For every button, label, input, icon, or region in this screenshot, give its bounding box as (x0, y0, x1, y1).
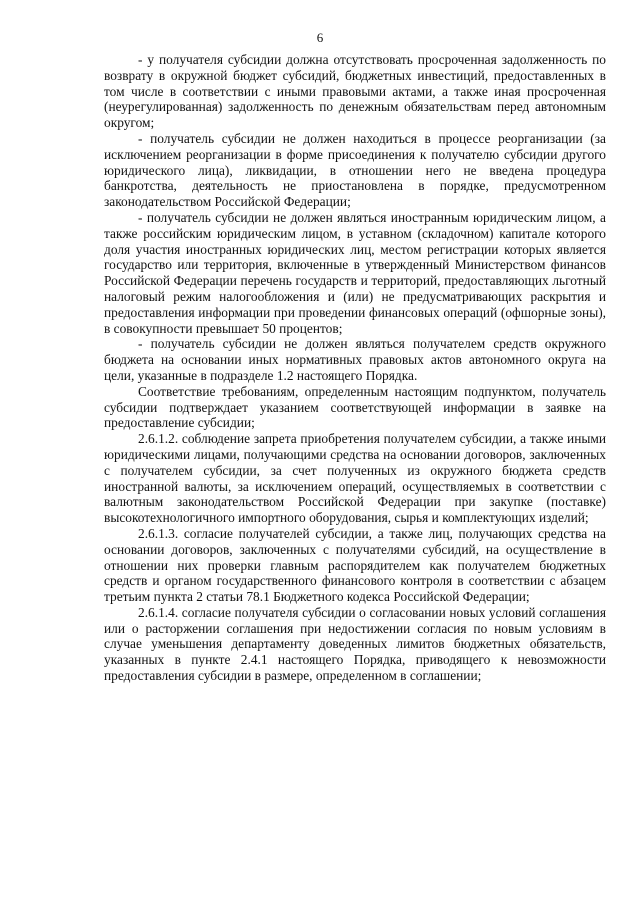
paragraph-2-6-1-2: 2.6.1.2. соблюдение запрета приобретения получателем субсидии, а также иными юридическими лицами, получающими средства на основании договоров, заключенных с получателем субсидии, за счет полученных из окружного бюджета средств иностранной валюты, за исключением операций, осуществляемых в соответствии с валютным законодательством Российской Федерации при закупке (поставке) высокотехнологичного импортного оборудования, сырья и комплектующих изделий; (104, 431, 606, 526)
paragraph-no-other-budget-funds: - получатель субсидии не должен являться получателем средств окружного бюджета на основании иных нормативных правовых актов автономного округа на цели, указанные в подразделе 1.2 настоящего Порядка. (104, 336, 606, 383)
paragraph-no-overdue-debt: - у получателя субсидии должна отсутствовать просроченная задолженность по возврату в окружной бюджет субсидий, бюджетных инвестиций, предоставленных в том числе в соответствии с иными правовыми актами, а также иная просроченная (неурегулированная) задолженность по денежным обязательствам перед автономным округом; (104, 52, 606, 131)
page-number: 6 (316, 30, 324, 45)
paragraph-2-6-1-4: 2.6.1.4. согласие получателя субсидии о согласовании новых условий соглашения или о расторжении соглашения при недостижении согласия по новым условиям в случае уменьшения департаменту доведенных лимитов бюджетных обязательств, указанных в пункте 2.4.1 настоящего Порядка, приводящего к невозможности предоставления субсидии в размере, определенном в соглашении; (104, 604, 606, 684)
paragraph-not-foreign-entity: - получатель субсидии не должен являться иностранным юридическим лицом, а также российским юридическим лицом, в уставном (складочном) капитале которого доля участия иностранных юридических лиц, местом регистрации которых является государство или территория, включенные в утвержденный Министерством финансов Российской Федерации перечень государств и территорий, предоставляющих льготный налоговый режим налогообложения и (или) не предусматривающих раскрытия и предоставления информации при проведении финансовых операций (офшорные зоны), в совокупности превышает 50 процентов; (104, 209, 606, 336)
paragraph-2-6-1-3: 2.6.1.3. согласие получателей субсидии, а также лиц, получающих средства на основании договоров, заключенных с получателями субсидий, на осуществление в отношении них проверки главным распорядителем как получателем бюджетных средств и органом государственного финансового контроля в соответствии с абзацем третьим пункта 2 статьи 78.1 Бюджетного кодекса Российской Федерации; (104, 525, 606, 605)
paragraph-compliance-confirmation: Соответствие требованиям, определенным настоящим подпунктом, получатель субсидии подтверждает указанием соответствующей информации в заявке на предоставление субсидии; (104, 383, 606, 431)
paragraph-no-reorganization: - получатель субсидии не должен находиться в процессе реорганизации (за исключением реорганизации в форме присоединения к получателю субсидии другого юридического лица), ликвидации, в отношении него не введена процедура банкротства, деятельность не приостановлена в порядке, предусмотренном законодательством Российской Федерации; (104, 130, 606, 210)
document-body (104, 52, 606, 684)
